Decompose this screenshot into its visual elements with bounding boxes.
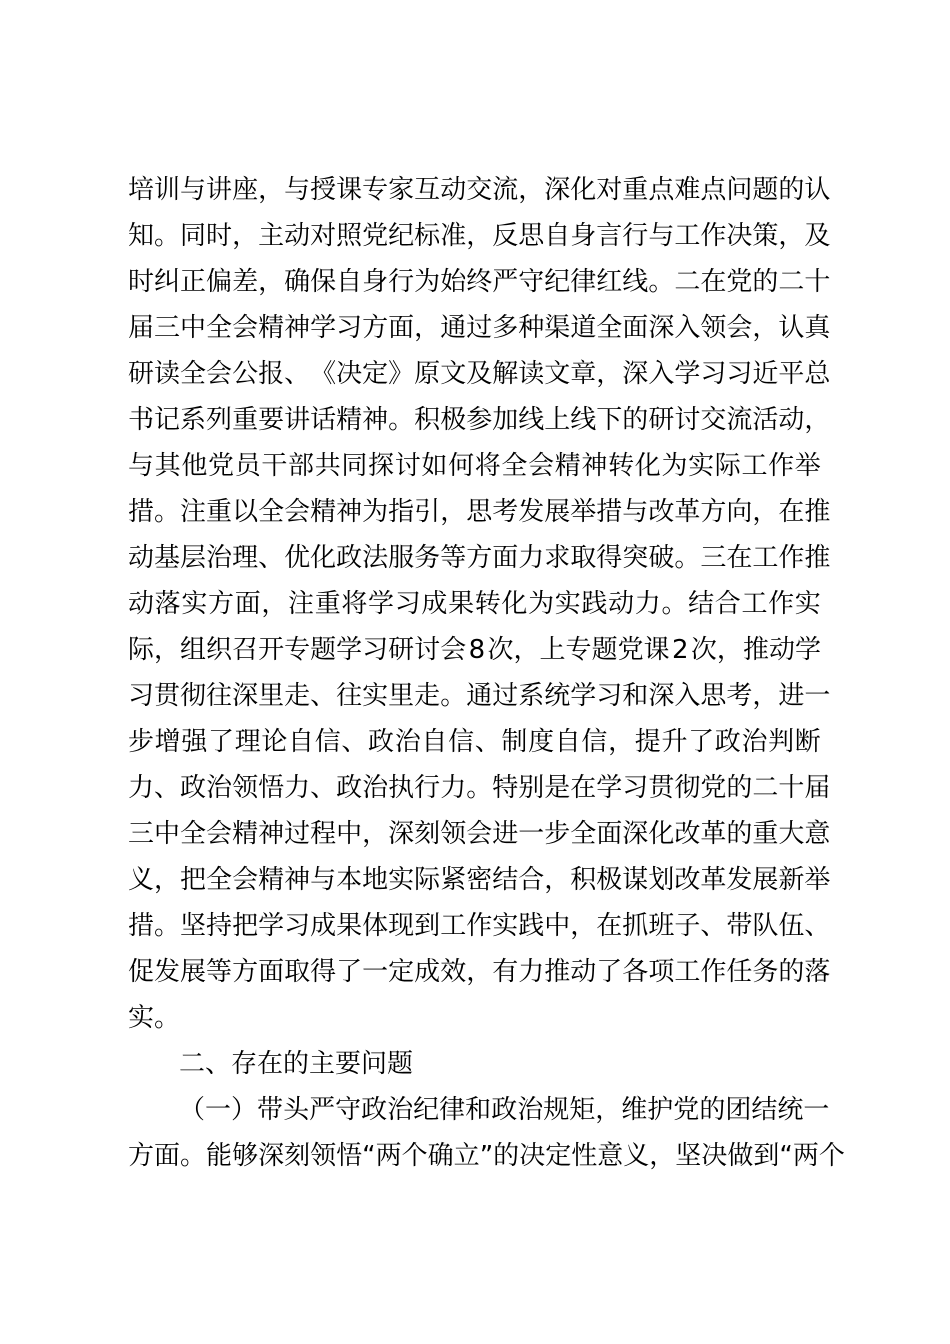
paragraph-1-line-18: 促 发 展 等 方 面 取 得 了 一 定 成 效 ， 有 力 推 动 了 各 项 工 作 任 务 的 落: [128, 957, 831, 987]
paragraph-1-line-13: 步 增 强 了 理 论 自 信 、 政 治 自 信 、 制 度 自 信 ， 提 升 了 政 治 判 断: [128, 727, 821, 757]
paragraph-1-line-12: 习 贯 彻 往 深 里 走 、 往 实 里 走 。 通 过 系 统 学 习 和 深 入 思 考 ， 进 一: [128, 681, 831, 711]
paragraph-2-line-1: （ 一 ） 带 头 严 守 政 治 纪 律 和 政 治 规 矩 ， 维 护 党 的 团 结 统 一: [179, 1095, 830, 1125]
paragraph-1-line-14: 力 、 政 治 领 悟 力 、 政 治 执 行 力 。 特 别 是 在 学 习 贯 彻 党 的 二 十 届: [128, 773, 831, 803]
paragraph-1-line-19: 实。: [128, 1003, 181, 1033]
paragraph-1-line-3: 时 纠 正 偏 差 ， 确 保 自 身 行 为 始 终 严 守 纪 律 红 线 。 二 在 党 的 二 十: [128, 267, 831, 297]
paragraph-2-line-2: 方 面 。 能 够 深 刻 领 悟 “ 两 个 确 立 ” 的 决 定 性 意 义 ， 坚 决 做 到 “ 两 个: [128, 1141, 845, 1171]
paragraph-1-line-6: 书 记 系 列 重 要 讲 话 精 神 。 积 极 参 加 线 上 线 下 的 研 讨 交 流 活 动 ，: [128, 405, 831, 435]
paragraph-1-line-15: 三 中 全 会 精 神 过 程 中 ， 深 刻 领 会 进 一 步 全 面 深 化 改 革 的 重 大 意: [128, 819, 831, 849]
paragraph-1-line-11: 际 ， 组 织 召 开 专 题 学 习 研 讨 会 8 次 ， 上 专 题 党 课 2 次 ， 推 动 学: [128, 635, 821, 665]
paragraph-1-line-10: 动 落 实 方 面 ， 注 重 将 学 习 成 果 转 化 为 实 践 动 力 。 结 合 工 作 实: [128, 589, 821, 619]
paragraph-1-line-1: 培 训 与 讲 座 ， 与 授 课 专 家 互 动 交 流 ， 深 化 对 重 点 难 点 问 题 的 认: [128, 175, 831, 205]
paragraph-1-line-17: 措 。 坚 持 把 学 习 成 果 体 现 到 工 作 实 践 中 ， 在 抓 班 子 、 带 队 伍 、: [128, 911, 831, 941]
paragraph-1-line-9: 动 基 层 治 理 、 优 化 政 法 服 务 等 方 面 力 求 取 得 突 破 。 三 在 工 作 推: [128, 543, 831, 573]
section-heading: 二、存在的主要问题: [179, 1049, 414, 1079]
paragraph-1-line-8: 措 。 注 重 以 全 会 精 神 为 指 引 ， 思 考 发 展 举 措 与 改 革 方 向 ， 在 推: [128, 497, 831, 527]
paragraph-1-line-4: 届 三 中 全 会 精 神 学 习 方 面 ， 通 过 多 种 渠 道 全 面 深 入 领 会 ， 认 真: [128, 313, 831, 343]
paragraph-1-line-2: 知 。 同 时 ， 主 动 对 照 党 纪 标 准 ， 反 思 自 身 言 行 与 工 作 决 策 ， 及: [128, 221, 831, 251]
paragraph-1-line-16: 义 ， 把 全 会 精 神 与 本 地 实 际 紧 密 结 合 ， 积 极 谋 划 改 革 发 展 新 举: [128, 865, 831, 895]
paragraph-1-line-7: 与 其 他 党 员 干 部 共 同 探 讨 如 何 将 全 会 精 神 转 化 为 实 际 工 作 举: [128, 451, 821, 481]
paragraph-1-line-5: 研 读 全 会 公 报 、 《 决 定 》 原 文 及 解 读 文 章 ， 深 入 学 习 习 近 平 总: [128, 359, 831, 389]
